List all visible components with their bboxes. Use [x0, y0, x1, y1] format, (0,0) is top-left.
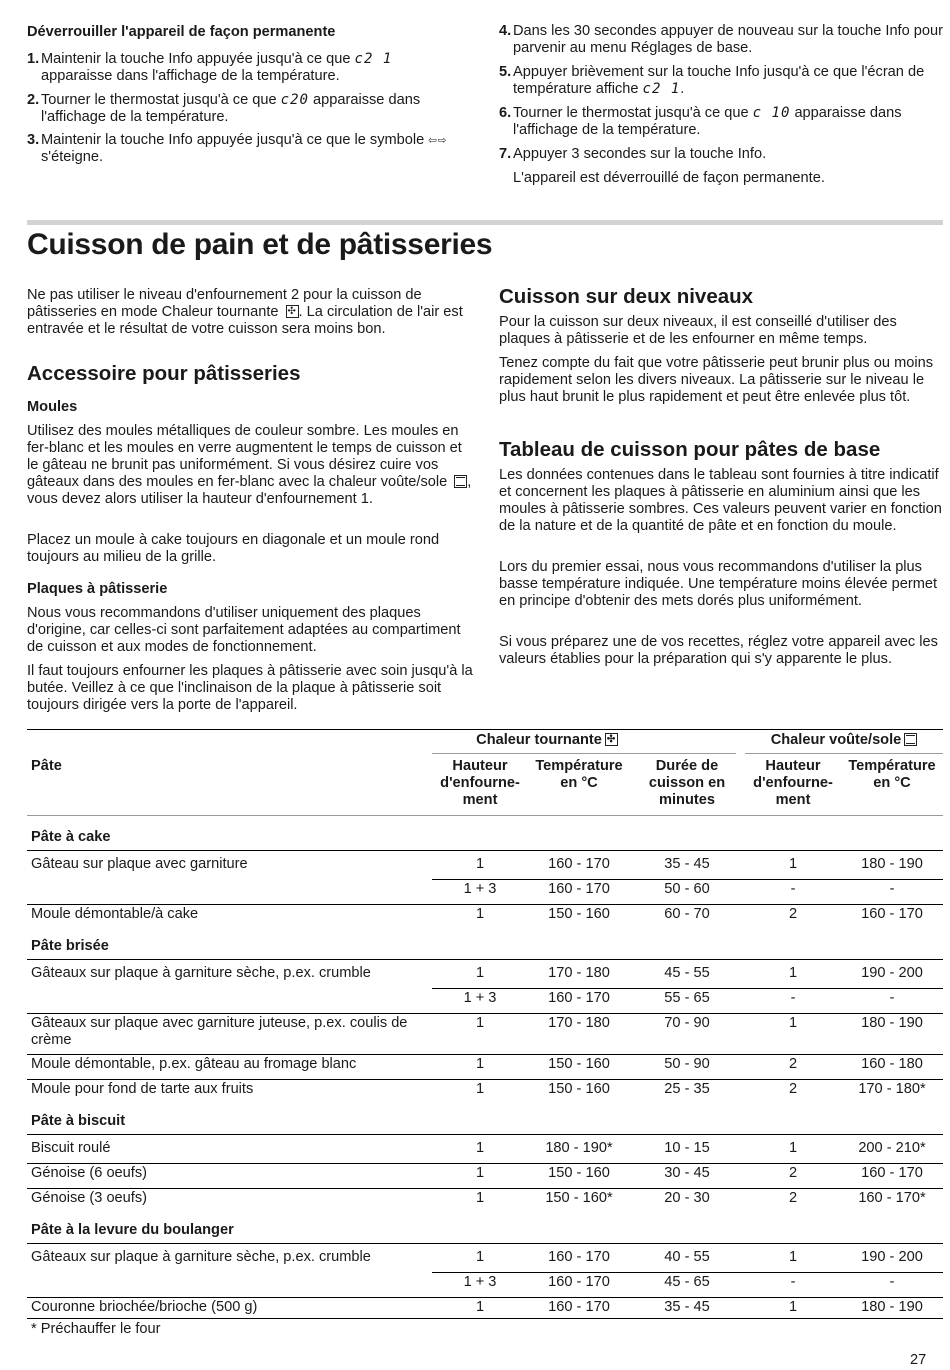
- table-cell: -: [889, 990, 895, 1006]
- table-cell: 1: [788, 1249, 798, 1265]
- table-cell: 200 - 210*: [858, 1140, 926, 1156]
- table-cell: 1: [475, 1165, 485, 1181]
- table-cell: 1: [475, 1140, 485, 1156]
- table-cell: -: [790, 1274, 796, 1290]
- step-text: Appuyer 3 secondes sur la touche Info.: [513, 146, 767, 162]
- table-cell: 160 - 170: [548, 1249, 610, 1265]
- table-cell: 150 - 160: [548, 1081, 610, 1097]
- group-underline-1: [432, 753, 736, 754]
- table-cell: 190 - 200: [861, 965, 923, 981]
- step-text: Tourner le thermostat jusqu'à ce que c 10 apparaisse dans l'affichage de la température.: [513, 105, 902, 138]
- tableau-paragraph-3: Si vous préparez une de vos recettes, réglez votre appareil avec les valeurs établies pour la préparation qui s'y apparente le plus.: [499, 634, 938, 667]
- section-title: Pâte à cake: [31, 829, 111, 845]
- table-cell: 150 - 160*: [545, 1190, 613, 1206]
- step-text: Tourner le thermostat jusqu'à ce que c20 apparaisse dans l'affichage de la température.: [41, 92, 421, 125]
- table-cell: 60 - 70: [664, 906, 710, 922]
- table-cell: 170 - 180: [548, 965, 610, 981]
- display-code: ⇦⇨: [428, 132, 448, 148]
- table-cell: 160 - 170: [861, 906, 923, 922]
- row-separator: [27, 1297, 943, 1298]
- top-bottom-heat-icon: [454, 475, 467, 488]
- table-bottom-border: [27, 1318, 943, 1319]
- unlock-step-6: [499, 105, 943, 139]
- row-label: Gâteaux sur plaque à garniture sèche, p.ex. crumble: [31, 965, 371, 981]
- unlock-step-7: [499, 146, 943, 163]
- table-cell: 20 - 30: [664, 1190, 710, 1206]
- step-text: Maintenir la touche Info appuyée jusqu'à ce que c2 1 apparaisse dans l'affichage de la température.: [41, 51, 393, 84]
- step-number: 1.: [27, 51, 40, 67]
- table-cell: 150 - 160: [548, 906, 610, 922]
- table-cell: 45 - 65: [664, 1274, 710, 1290]
- row-label: Moule pour fond de tarte aux fruits: [31, 1081, 254, 1097]
- plaques-title: Plaques à pâtisserie: [27, 581, 168, 597]
- row-label: Génoise (6 oeufs): [31, 1165, 148, 1181]
- table-top-border: [27, 729, 943, 730]
- table-cell: 180 - 190: [861, 1015, 923, 1031]
- col-header-temperature-2: Température en °C: [848, 758, 936, 791]
- table-cell: 180 - 190: [861, 1299, 923, 1315]
- step-text: Appuyer brièvement sur la touche Info jusqu'à ce que l'écran de température affiche c2 1.: [513, 64, 925, 97]
- table-cell: 45 - 55: [664, 965, 710, 981]
- col-header-temperature: Température en °C: [535, 758, 623, 791]
- table-cell: -: [889, 881, 895, 897]
- table-cell: 1: [475, 965, 485, 981]
- table-cell: 160 - 170: [548, 1274, 610, 1290]
- table-cell: 180 - 190*: [545, 1140, 613, 1156]
- section-divider-line: [27, 850, 943, 851]
- convection-fan-icon: [605, 733, 618, 746]
- row-separator: [432, 1272, 943, 1273]
- table-cell: 2: [788, 906, 798, 922]
- accessoire-title: Accessoire pour pâtisseries: [27, 362, 301, 385]
- table-cell: 1 + 3: [463, 990, 497, 1006]
- table-cell: 1: [475, 1299, 485, 1315]
- row-separator: [27, 904, 943, 905]
- table-cell: 160 - 180: [861, 1056, 923, 1072]
- table-cell: -: [790, 881, 796, 897]
- tableau-title: Tableau de cuisson pour pâtes de base: [499, 438, 881, 461]
- intro-paragraph: Ne pas utiliser le niveau d'enfournement 2 pour la cuisson de pâtisseries en mode Chaleur tournante ✣. La circulation de l'air est entravée et le résultat de votre cuisson sera moins bon.: [27, 287, 477, 338]
- row-separator: [432, 988, 943, 989]
- step-number: 7.: [499, 146, 512, 162]
- section-divider: [27, 220, 943, 225]
- table-cell: 1: [788, 965, 798, 981]
- col-header-hauteur-2: Hauteur d'enfourne-ment: [753, 758, 833, 808]
- table-cell: 160 - 170: [861, 1165, 923, 1181]
- unlock-result: L'appareil est déverrouillé de façon permanente.: [513, 170, 825, 186]
- section-title: Pâte à biscuit: [31, 1113, 126, 1129]
- table-cell: 1: [788, 856, 798, 872]
- table-cell: 180 - 190: [861, 856, 923, 872]
- table-cell: 50 - 90: [664, 1056, 710, 1072]
- deux-niveaux-paragraph: Pour la cuisson sur deux niveaux, il est conseillé d'utiliser des plaques à pâtisserie et de les enfourner en même temps.: [499, 314, 897, 347]
- unlock-step-4: [499, 23, 943, 57]
- unlock-step-2: [27, 92, 467, 126]
- table-cell: 1: [475, 1015, 485, 1031]
- display-code: c20: [280, 92, 309, 108]
- moules-paragraph: Utilisez des moules métalliques de couleur sombre. Les moules en fer-blanc et les moules en verre augmentent le temps de cuisson et le gâteau ne brunit pas uniformément. Si vous désirez cuire vos gâteaux dans des moules en fer-blanc avec la chaleur voûte/sole , vous devez alors utiliser la hauteur d'enfournement 1.: [27, 423, 472, 507]
- header-bottom-border: [27, 815, 943, 816]
- col-header-pate: Pâte: [31, 758, 62, 774]
- plaques-paragraph: Nous vous recommandons d'utiliser uniquement des plaques d'origine, car celles-ci sont parfaitement adaptées au compartiment de cuisson et aux modes de fonctionnement.: [27, 605, 461, 655]
- group-underline-2: [745, 753, 943, 754]
- step-number: 3.: [27, 132, 40, 148]
- step-number: 6.: [499, 105, 512, 121]
- table-cell: 190 - 200: [861, 1249, 923, 1265]
- deux-niveaux-paragraph-2: Tenez compte du fait que votre pâtisserie peut brunir plus ou moins rapidement selon les divers niveaux. La pâtisserie sur le niveau le plus haut brunit le plus rapidement et peut être enlevée plus tôt.: [499, 355, 933, 405]
- display-code: c 10: [752, 105, 791, 121]
- table-cell: 150 - 160: [548, 1056, 610, 1072]
- section-divider-line: [27, 1243, 943, 1244]
- section-divider-line: [27, 1134, 943, 1135]
- table-cell: 2: [788, 1165, 798, 1181]
- row-label: Moule démontable, p.ex. gâteau au fromage blanc: [31, 1056, 357, 1072]
- table-cell: 170 - 180: [548, 1015, 610, 1031]
- table-cell: 2: [788, 1056, 798, 1072]
- table-cell: 2: [788, 1190, 798, 1206]
- section-divider-line: [27, 959, 943, 960]
- table-cell: 1 + 3: [463, 881, 497, 897]
- row-label: Gâteau sur plaque avec garniture: [31, 856, 248, 872]
- table-cell: 30 - 45: [664, 1165, 710, 1181]
- step-number: 4.: [499, 23, 512, 39]
- table-cell: 10 - 15: [664, 1140, 710, 1156]
- display-code: c2 1: [354, 51, 393, 67]
- table-cell: -: [889, 1274, 895, 1290]
- row-label: Gâteaux sur plaque à garniture sèche, p.ex. crumble: [31, 1249, 371, 1265]
- group-header-top-bottom: Chaleur voûte/sole: [745, 732, 943, 749]
- row-label: Moule démontable/à cake: [31, 906, 199, 922]
- moules-paragraph-2: Placez un moule à cake toujours en diagonale et un moule rond toujours au milieu de la grille.: [27, 532, 440, 565]
- table-cell: 2: [788, 1081, 798, 1097]
- step-text: Dans les 30 secondes appuyer de nouveau sur la touche Info pour parvenir au menu Réglages de base.: [513, 23, 943, 56]
- tableau-paragraph: Les données contenues dans le tableau sont fournies à titre indicatif et concernent les plaques à pâtisserie en aluminium ainsi que les moules à pâtisserie sombres. Ces valeurs peuvent varier en fonction de la nature et de la quantité de pâte et en fonction du moule.: [499, 467, 942, 534]
- top-bottom-heat-icon: [904, 733, 917, 746]
- section-title: Pâte brisée: [31, 938, 109, 954]
- col-header-hauteur: Hauteur d'enfourne-ment: [440, 758, 520, 808]
- table-cell: 55 - 65: [664, 990, 710, 1006]
- table-cell: 1: [788, 1015, 798, 1031]
- table-cell: 35 - 45: [664, 1299, 710, 1315]
- row-label: Couronne briochée/brioche (500 g): [31, 1299, 258, 1315]
- table-cell: 25 - 35: [664, 1081, 710, 1097]
- table-cell: 1: [788, 1140, 798, 1156]
- unlock-step-1: [27, 51, 467, 85]
- table-cell: 1: [475, 1190, 485, 1206]
- row-separator: [27, 1163, 943, 1164]
- table-cell: 50 - 60: [664, 881, 710, 897]
- row-separator: [27, 1054, 943, 1055]
- table-cell: 160 - 170: [548, 881, 610, 897]
- plaques-paragraph-2: Il faut toujours enfourner les plaques à pâtisserie avec soin jusqu'à la butée. Veillez à ce que l'inclinaison de la plaque à pâtisserie soit toujours dirigée vers la porte de l'appareil.: [27, 663, 473, 713]
- table-cell: 1: [475, 856, 485, 872]
- section-title: Pâte à la levure du boulanger: [31, 1222, 234, 1238]
- row-separator: [27, 1079, 943, 1080]
- unlock-step-3: [27, 132, 467, 166]
- page-number: 27: [910, 1352, 927, 1368]
- display-code: c2 1: [642, 81, 681, 97]
- step-number: 5.: [499, 64, 512, 80]
- footnote: * Préchauffer le four: [31, 1321, 161, 1337]
- table-cell: 35 - 45: [664, 856, 710, 872]
- row-separator: [432, 879, 943, 880]
- row-label: Génoise (3 oeufs): [31, 1190, 148, 1206]
- table-cell: 40 - 55: [664, 1249, 710, 1265]
- table-cell: 160 - 170: [548, 1299, 610, 1315]
- moules-title: Moules: [27, 399, 78, 415]
- page-title: Cuisson de pain et de pâtisseries: [27, 228, 493, 261]
- table-cell: 170 - 180*: [858, 1081, 926, 1097]
- table-cell: 1: [475, 1056, 485, 1072]
- table-cell: 160 - 170: [548, 856, 610, 872]
- table-cell: 160 - 170*: [858, 1190, 926, 1206]
- table-cell: 1: [788, 1299, 798, 1315]
- unlock-heading: Déverrouiller l'appareil de façon permanente: [27, 24, 336, 40]
- tableau-paragraph-2: Lors du premier essai, nous vous recommandons d'utiliser la plus basse température indiquée. Une température moins élevée permet en principe d'obtenir des mets dorés plus uniformément.: [499, 559, 938, 609]
- table-cell: 70 - 90: [664, 1015, 710, 1031]
- col-header-duree: Durée de cuisson en minutes: [648, 758, 726, 808]
- table-cell: -: [790, 990, 796, 1006]
- table-cell: 1: [475, 1249, 485, 1265]
- unlock-step-5: [499, 64, 943, 98]
- convection-fan-icon: [286, 305, 299, 318]
- row-separator: [27, 1188, 943, 1189]
- group-header-convection: Chaleur tournante✣: [432, 732, 662, 749]
- step-number: 2.: [27, 92, 40, 108]
- table-cell: 160 - 170: [548, 990, 610, 1006]
- table-cell: 150 - 160: [548, 1165, 610, 1181]
- row-label: Gâteaux sur plaque avec garniture juteuse, p.ex. coulis de crème: [31, 1015, 408, 1048]
- table-cell: 1: [475, 906, 485, 922]
- row-separator: [27, 1013, 943, 1014]
- deux-niveaux-title: Cuisson sur deux niveaux: [499, 285, 754, 308]
- row-label: Biscuit roulé: [31, 1140, 111, 1156]
- table-cell: 1: [475, 1081, 485, 1097]
- step-text: Maintenir la touche Info appuyée jusqu'à ce que le symbole ⇦⇨ s'éteigne.: [41, 132, 448, 165]
- table-cell: 1 + 3: [463, 1274, 497, 1290]
